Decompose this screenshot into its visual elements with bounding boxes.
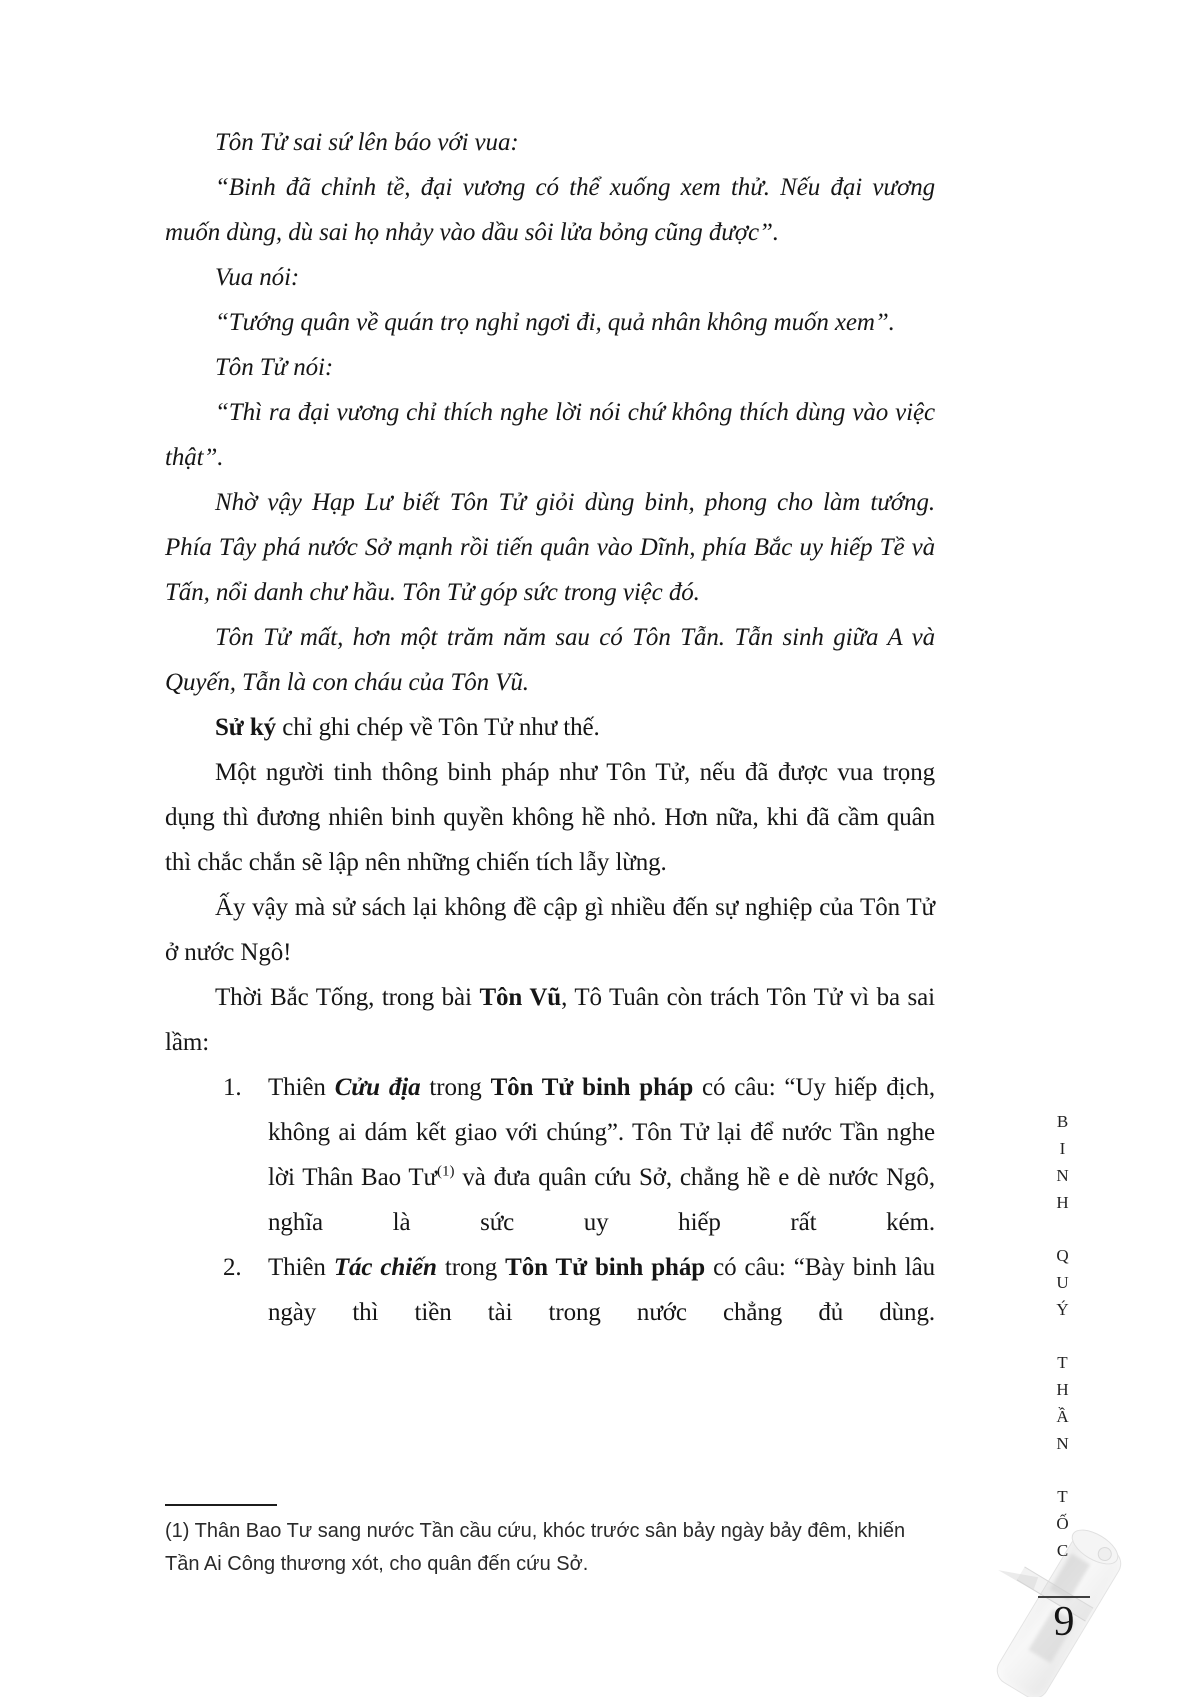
- paragraph: [165, 885, 935, 975]
- paragraph: [165, 120, 935, 165]
- paragraph: [165, 345, 935, 390]
- text-run-bold: Tôn Vũ: [479, 984, 562, 1011]
- paragraph: [165, 705, 935, 750]
- text-run: “Binh đã chỉnh tề, đại vương có thể xuống xem thử. Nếu đại vương muốn dùng, dù sai họ nhảy vào dầu sôi lửa bỏng cũng được”.: [165, 174, 935, 246]
- paragraph: [165, 390, 935, 480]
- footnote-text: (1) Thân Bao Tư sang nước Tần cầu cứu, khóc trước sân bảy ngày bảy đêm, khiến Tần Ai Công thương xót, cho quân đến cứu Sở.: [165, 1520, 906, 1575]
- footnote: [165, 1504, 943, 1581]
- text-run: có câu: “Uy hiếp địch, không ai dám kết giao với chúng”. Tôn Tử lại để nước Tần nghe lời Thân Bao Tư: [268, 1074, 935, 1191]
- numbered-list: [165, 1065, 935, 1335]
- body-text-column: [165, 120, 935, 1335]
- footnote-rule: [165, 1504, 277, 1506]
- paragraph: [165, 165, 935, 255]
- text-run: , Tô Tuân còn trách Tôn Tử vì ba sai lầm:: [165, 984, 935, 1056]
- list-number: 2.: [223, 1254, 242, 1281]
- paragraph: [165, 615, 935, 705]
- text-run: trong: [436, 1254, 506, 1281]
- text-run: chỉ ghi chép về Tôn Tử như thế.: [276, 714, 600, 741]
- text-run: Một người tinh thông binh pháp như Tôn Tử, nếu đã được vua trọng dụng thì đương nhiên binh quyền không hề nhỏ. Hơn nữa, khi đã cầm quân thì chắc chắn sẽ lập nên những chiến tích lẫy lừng.: [165, 759, 935, 876]
- text-run: trong: [420, 1074, 491, 1101]
- paragraph: [165, 480, 935, 615]
- text-run-bold-italic: Cửu địa: [334, 1074, 421, 1101]
- page-number: 9: [1053, 1599, 1075, 1645]
- list-item: [165, 1065, 935, 1245]
- text-run: Thời Bắc Tống, trong bài: [215, 984, 480, 1011]
- text-run: Tôn Tử nói:: [215, 354, 334, 381]
- list-number: 1.: [223, 1074, 242, 1101]
- text-run: Ấy vậy mà sử sách lại không đề cập gì nhiều đến sự nghiệp của Tôn Tử ở nước Ngô!: [165, 894, 935, 966]
- text-run: Tôn Tử mất, hơn một trăm năm sau có Tôn Tẫn. Tẫn sinh giữa A và Quyến, Tẫn là con cháu của Tôn Vũ.: [165, 624, 935, 696]
- text-run-bold: Sử ký: [215, 714, 277, 741]
- paragraph: [165, 300, 935, 345]
- text-run: “Thì ra đại vương chỉ thích nghe lời nói chứ không thích dùng vào việc thật”.: [165, 399, 935, 471]
- motto-word: TỐC: [1053, 1487, 1072, 1568]
- motto-word: QUÝ: [1053, 1246, 1072, 1327]
- list-item-text: [268, 1065, 935, 1245]
- text-run-bold: Tôn Tử binh pháp: [490, 1074, 694, 1101]
- text-run: Nhờ vậy Hạp Lư biết Tôn Tử giỏi dùng binh, phong cho làm tướng. Phía Tây phá nước Sở mạnh rồi tiến quân vào Dĩnh, phía Bắc uy hiếp Tề và Tấn, nổi danh chư hầu. Tôn Tử góp sức trong việc đó.: [165, 489, 935, 606]
- text-run: và đưa quân cứu Sở, chẳng hề e dè nước Ngô, nghĩa là sức uy hiếp rất kém.: [268, 1164, 935, 1236]
- paragraph: [165, 975, 935, 1065]
- text-run: Tôn Tử sai sứ lên báo với vua:: [215, 129, 519, 156]
- list-item-text: [268, 1245, 935, 1335]
- text-run: có câu: “Bày binh lâu ngày thì tiền tài trong nước chẳng đủ dùng.: [268, 1254, 935, 1326]
- text-run-bold-italic: Tác chiến: [333, 1254, 437, 1281]
- text-run: Thiên: [268, 1074, 335, 1101]
- text-run: Thiên: [268, 1254, 334, 1281]
- motto-word: THẦN: [1053, 1353, 1072, 1461]
- text-run: Vua nói:: [215, 264, 300, 291]
- paragraph: [165, 255, 935, 300]
- text-run-bold: Tôn Tử binh pháp: [505, 1254, 706, 1281]
- margin-motto-vertical-text: [1047, 1112, 1077, 1568]
- text-run: “Tướng quân về quán trọ nghỉ ngơi đi, quả nhân không muốn xem”.: [215, 309, 895, 336]
- paragraph: [165, 750, 935, 885]
- list-item: [165, 1245, 935, 1335]
- motto-word: BINH: [1053, 1112, 1072, 1220]
- footnote-reference: (1): [437, 1163, 455, 1180]
